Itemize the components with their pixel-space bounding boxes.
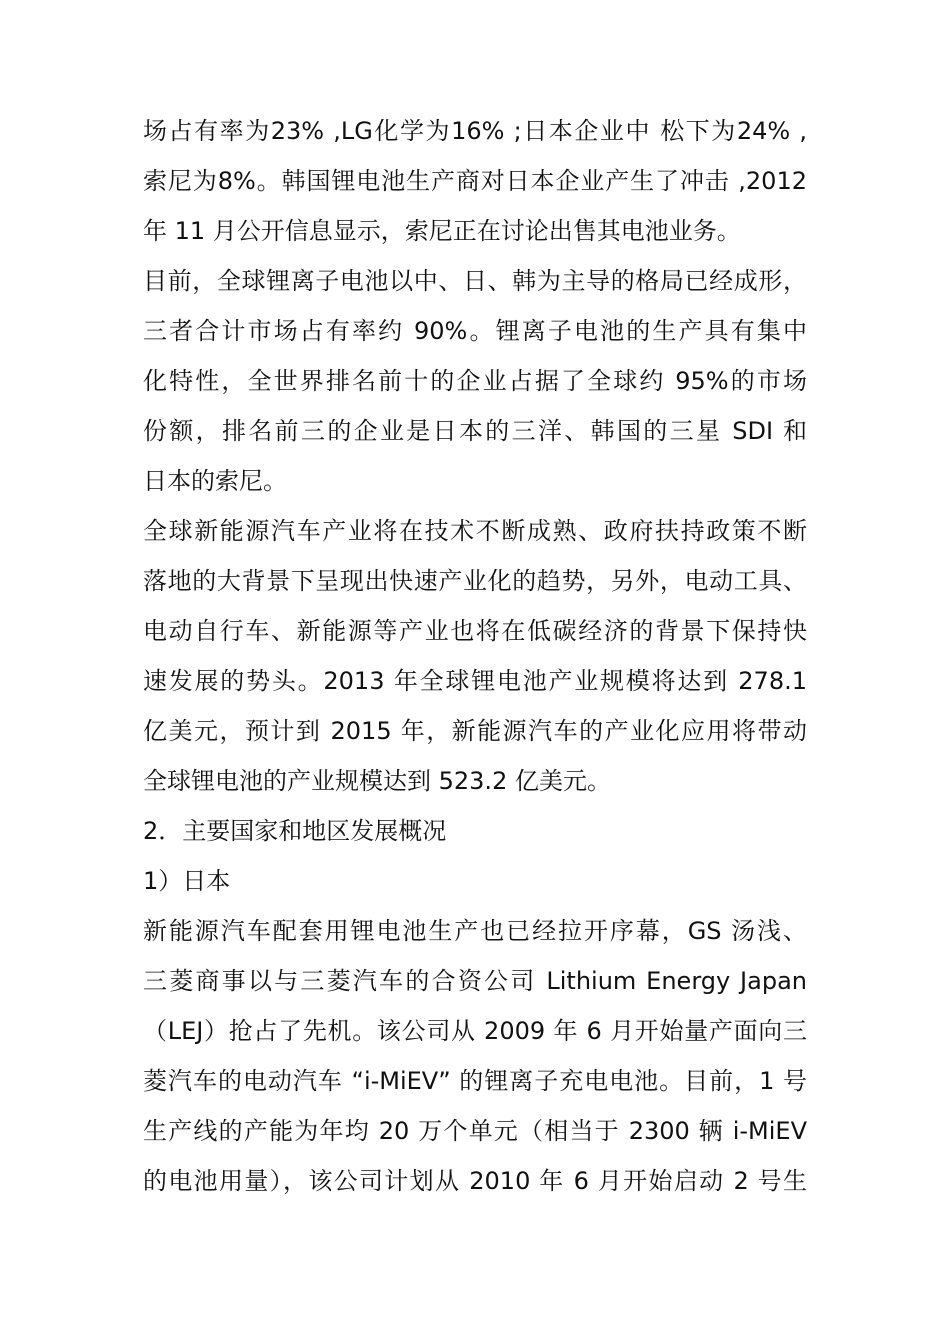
text-line: 全球锂电池的产业规模达到 523.2 亿美元。 — [143, 767, 611, 795]
text-line: 索尼为8%。韩国锂电池生产商对日本企业产生了冲击 ,2012 — [143, 167, 807, 195]
text-line: 电动自行车、新能源等产业也将在低碳经济的背景下保持快 — [143, 617, 807, 645]
text-line: 的电池用量），该公司计划从 2010 年 6 月开始启动 2 号生 — [143, 1167, 807, 1195]
text-line: 化特性，全世界排名前十的企业占据了全球约 95%的市场 — [143, 367, 807, 395]
text-line: 生产线的产能为年均 20 万个单元（相当于 2300 辆 i-MiEV — [143, 1117, 807, 1145]
text-line: 三者合计市场占有率约 90%。锂离子电池的生产具有集中 — [143, 317, 807, 345]
text-line: 场占有率为23% ,LG化学为16% ;日本企业中 松下为24% , — [143, 117, 807, 145]
text-line: 新能源汽车配套用锂电池生产也已经拉开序幕，GS 汤浅、 — [143, 917, 807, 945]
section-heading: 2．主要国家和地区发展概况 — [143, 817, 447, 845]
text-line: 目前，全球锂离子电池以中、日、韩为主导的格局已经成形， — [143, 267, 807, 295]
text-line: （LEJ）抢占了先机。该公司从 2009 年 6 月开始量产面向三 — [143, 1017, 807, 1045]
text-line: 份额，排名前三的企业是日本的三洋、韩国的三星 SDI 和 — [143, 417, 807, 445]
body-text — [143, 106, 807, 1206]
text-line: 年 11 月公开信息显示，索尼正在讨论出售其电池业务。 — [143, 217, 741, 245]
text-line: 全球新能源汽车产业将在技术不断成熟、政府扶持政策不断 — [143, 517, 807, 545]
text-line: 亿美元，预计到 2015 年，新能源汽车的产业化应用将带动 — [143, 717, 807, 745]
subsection-heading: 1）日本 — [143, 867, 231, 895]
text-line: 落地的大背景下呈现出快速产业化的趋势，另外，电动工具、 — [143, 567, 807, 595]
text-line: 菱汽车的电动汽车 “i-MiEV” 的锂离子充电电池。目前，1 号 — [143, 1067, 807, 1095]
text-line: 速发展的势头。2013 年全球锂电池产业规模将达到 278.1 — [143, 667, 807, 695]
text-line: 日本的索尼。 — [143, 467, 287, 495]
text-line: 三菱商事以与三菱汽车的合资公司 Lithium Energy Japan — [143, 967, 807, 995]
